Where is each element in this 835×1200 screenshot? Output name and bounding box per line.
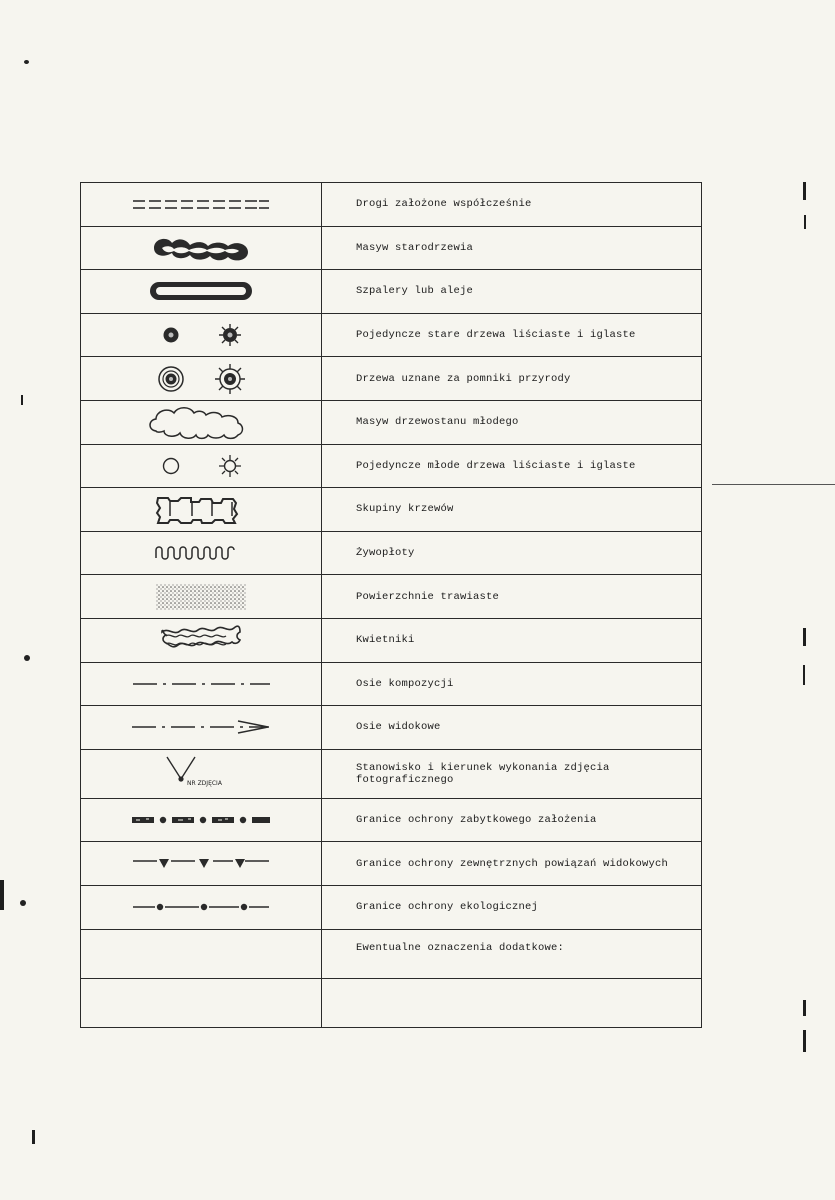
legend-row: [81, 885, 702, 929]
legend-label: Kwietniki: [322, 618, 702, 662]
legend-row: [81, 226, 702, 270]
legend-row: [81, 400, 702, 444]
legend-label: Pojedyncze młode drzewa liściaste i iglaste: [322, 444, 702, 488]
legend-row: [81, 842, 702, 886]
edge-mark: [803, 665, 805, 685]
composition-axis-icon: [131, 680, 271, 688]
symbol-cell: [81, 488, 322, 532]
symbol-cell: [81, 444, 322, 488]
legend-row: [81, 531, 702, 575]
legend-label: Drogi założone współcześnie: [322, 183, 702, 227]
legend-label: Żywopłoty: [322, 531, 702, 575]
symbol-cell: [81, 978, 322, 1027]
legend-row: [81, 575, 702, 619]
edge-mark: [803, 1000, 806, 1016]
speck: [24, 655, 30, 661]
external-view-boundary-icon: [131, 857, 271, 871]
legend-label: Drzewa uznane za pomniki przyrody: [322, 357, 702, 401]
legend-label: Stanowisko i kierunek wykonania zdjęcia fotograficznego: [322, 749, 702, 798]
symbol-cell: [81, 929, 322, 978]
legend-label: Osie widokowe: [322, 706, 702, 750]
flower-bed-icon: [156, 624, 246, 656]
symbol-cell: [81, 749, 322, 798]
legend-label: Masyw starodrzewia: [322, 226, 702, 270]
symbol-cell: [81, 270, 322, 314]
legend-row: [81, 978, 702, 1027]
single-young-trees-icon: [151, 453, 251, 479]
legend-label: Granice ochrony zewnętrznych powiązań widokowych: [322, 842, 702, 886]
ecological-boundary-icon: [131, 901, 271, 913]
symbol-cell: [81, 662, 322, 706]
legend-table: [80, 182, 702, 1028]
grass-area-icon: [154, 582, 248, 612]
symbol-cell: [81, 226, 322, 270]
symbol-cell: [81, 842, 322, 886]
symbol-cell: [81, 531, 322, 575]
legend-row: [81, 929, 702, 978]
legend-row: [81, 313, 702, 357]
symbol-cell: [81, 798, 322, 842]
legend-row: [81, 749, 702, 798]
legend-label: Osie kompozycji: [322, 662, 702, 706]
legend-label: Granice ochrony zabytkowego założenia: [322, 798, 702, 842]
legend-label: Masyw drzewostanu młodego: [322, 400, 702, 444]
legend-label: Pojedyncze stare drzewa liściaste i iglaste: [322, 313, 702, 357]
symbol-cell: [81, 183, 322, 227]
speck: [20, 900, 26, 906]
legend-label: [322, 978, 702, 1027]
symbol-cell: [81, 400, 322, 444]
edge-mark: [803, 182, 806, 200]
hedge-icon: [154, 544, 248, 562]
edge-mark: [712, 484, 835, 485]
edge-mark: [0, 880, 4, 910]
legend-label: Skupiny krzewów: [322, 488, 702, 532]
legend-label: Powierzchnie trawiaste: [322, 575, 702, 619]
dashed-road-icon: [131, 197, 271, 211]
legend-row: [81, 270, 702, 314]
legend-row: [81, 662, 702, 706]
photo-number-caption: NR ZDJĘCIA: [187, 779, 222, 787]
heritage-boundary-icon: [130, 814, 272, 826]
speck: [24, 60, 29, 64]
symbol-cell: [81, 575, 322, 619]
symbol-cell: [81, 885, 322, 929]
edge-mark: [803, 628, 806, 646]
legend-row: [81, 357, 702, 401]
edge-mark: [21, 395, 23, 405]
symbol-cell: [81, 313, 322, 357]
young-tree-mass-icon: [146, 403, 256, 441]
legend-row: [81, 444, 702, 488]
view-axis-icon: [130, 720, 272, 734]
symbol-cell: [81, 357, 322, 401]
edge-mark: [803, 1030, 806, 1052]
legend-row: [81, 706, 702, 750]
old-tree-mass-icon: [146, 233, 256, 263]
symbol-cell: [81, 618, 322, 662]
symbol-cell: [81, 706, 322, 750]
tree-row-alley-icon: [148, 280, 254, 302]
legend-label: Szpalery lub aleje: [322, 270, 702, 314]
legend-row: [81, 798, 702, 842]
nature-monument-trees-icon: [151, 362, 251, 396]
legend-row: [81, 488, 702, 532]
legend-row: [81, 183, 702, 227]
legend-label: Granice ochrony ekologicznej: [322, 885, 702, 929]
legend-row: [81, 618, 702, 662]
edge-mark: [804, 215, 806, 229]
shrub-group-icon: [152, 492, 250, 526]
single-old-trees-icon: [151, 322, 251, 348]
edge-mark: [32, 1130, 35, 1144]
legend-label: Ewentualne oznaczenia dodatkowe:: [322, 929, 702, 978]
